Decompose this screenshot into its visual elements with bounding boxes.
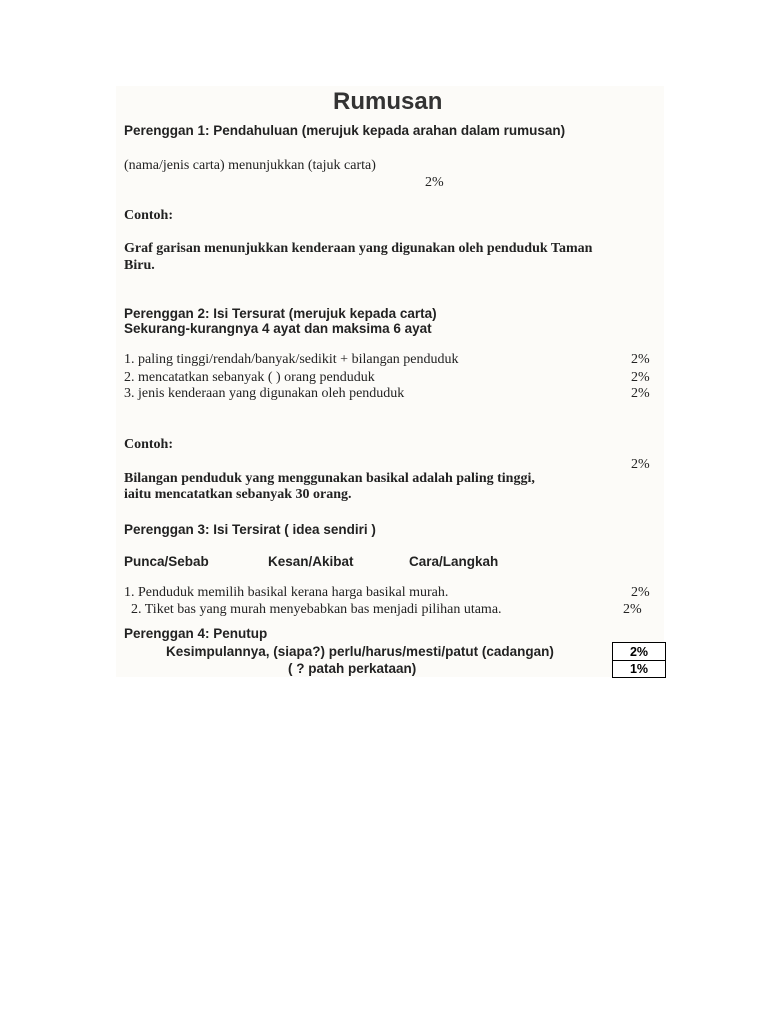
p1-example-label: Contoh: xyxy=(124,208,174,223)
p3-heading: Perenggan 3: Isi Tersirat ( idea sendiri ) xyxy=(124,522,376,537)
p2-example-mark: 2% xyxy=(631,457,650,472)
p3-column-kesan: Kesan/Akibat xyxy=(268,554,354,569)
p1-example-line1: Graf garisan menunjukkan kenderaan yang digunakan oleh penduduk Taman xyxy=(124,241,593,256)
page-title: Rumusan xyxy=(333,88,443,115)
p1-mark: 2% xyxy=(425,175,444,190)
p4-heading: Perenggan 4: Penutup xyxy=(124,626,268,641)
p2-item-3: 3. jenis kenderaan yang digunakan oleh penduduk xyxy=(124,386,405,401)
p4-line2: ( ? patah perkataan) xyxy=(288,661,417,676)
p1-heading: Perenggan 1: Pendahuluan (merujuk kepada arahan dalam rumusan) xyxy=(124,123,566,138)
p1-example-line2: Biru. xyxy=(124,258,155,273)
p2-example-label: Contoh: xyxy=(124,437,174,452)
p2-item-1-mark: 2% xyxy=(631,352,650,367)
p2-example-line2: iaitu mencatatkan sebanyak 30 orang. xyxy=(124,487,352,502)
p2-item-1: 1. paling tinggi/rendah/banyak/sedikit + bilangan penduduk xyxy=(124,352,459,367)
p4-mark1-box: 2% xyxy=(612,642,666,661)
p2-heading: Perenggan 2: Isi Tersurat (merujuk kepada carta) xyxy=(124,306,437,321)
p4-mark2-box: 1% xyxy=(612,660,666,678)
p2-example-line1: Bilangan penduduk yang menggunakan basikal adalah paling tinggi, xyxy=(124,471,535,486)
p2-item-3-mark: 2% xyxy=(631,386,650,401)
p4-line1: Kesimpulannya, (siapa?) perlu/harus/mesti/patut (cadangan) xyxy=(166,644,554,659)
p2-item-2: 2. mencatatkan sebanyak ( ) orang penduduk xyxy=(124,370,375,385)
p2-subheading: Sekurang-kurangnya 4 ayat dan maksima 6 ayat xyxy=(124,321,432,336)
p3-item-2-mark: 2% xyxy=(623,602,642,617)
p3-item-1: 1. Penduduk memilih basikal kerana harga basikal murah. xyxy=(124,585,449,600)
p3-item-1-mark: 2% xyxy=(631,585,650,600)
p3-column-punca: Punca/Sebab xyxy=(124,554,209,569)
p1-line: (nama/jenis carta) menunjukkan (tajuk carta) xyxy=(124,158,376,173)
p2-item-2-mark: 2% xyxy=(631,370,650,385)
p3-column-cara: Cara/Langkah xyxy=(409,554,499,569)
p3-item-2: 2. Tiket bas yang murah menyebabkan bas menjadi pilihan utama. xyxy=(131,602,502,617)
